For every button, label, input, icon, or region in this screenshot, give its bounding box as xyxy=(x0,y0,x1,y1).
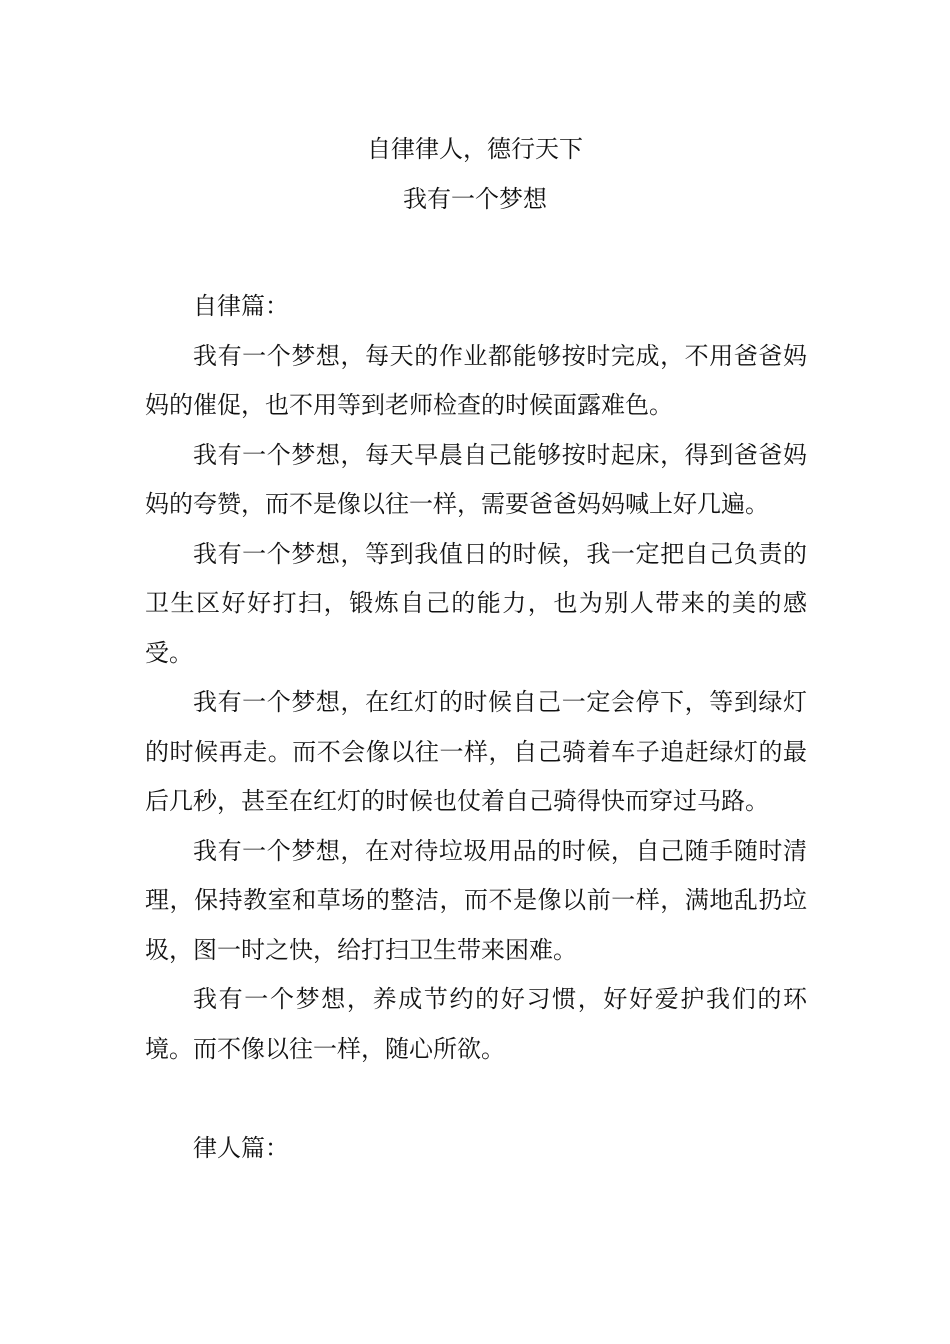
document-body xyxy=(145,282,807,1173)
document-subtitle: 我有一个梦想 xyxy=(403,185,547,213)
paragraph: 我有一个梦想，在红灯的时候自己一定会停下，等到绿灯的时候再走。而不会像以往一样，自己骑着车子追赶绿灯的最后几秒，甚至在红灯的时候也仗着自己骑得快而穿过马路。 xyxy=(145,688,807,815)
section-label-self-discipline: 自律篇： xyxy=(193,292,289,320)
section-label-discipline-others: 律人篇： xyxy=(193,1133,289,1162)
paragraph: 我有一个梦想，每天的作业都能够按时完成，不用爸爸妈妈的催促，也不用等到老师检查的时候面露难色。 xyxy=(145,341,807,419)
paragraph: 我有一个梦想，等到我值日的时候，我一定把自己负责的卫生区好好打扫，锻炼自己的能力，也为别人带来的美的感受。 xyxy=(145,539,807,667)
paragraph: 我有一个梦想，养成节约的好习惯，好好爱护我们的环境。而不像以往一样，随心所欲。 xyxy=(145,985,807,1063)
document-title: 自律律人，德行天下 xyxy=(367,135,583,163)
paragraph: 我有一个梦想，在对待垃圾用品的时候，自己随手随时清理，保持教室和草场的整洁，而不是像以前一样，满地乱扔垃圾，图一时之快，给打扫卫生带来困难。 xyxy=(145,836,807,964)
paragraph: 我有一个梦想，每天早晨自己能够按时起床，得到爸爸妈妈的夸赞，而不是像以往一样，需要爸爸妈妈喊上好几遍。 xyxy=(145,440,807,518)
section-gap xyxy=(145,1074,807,1124)
